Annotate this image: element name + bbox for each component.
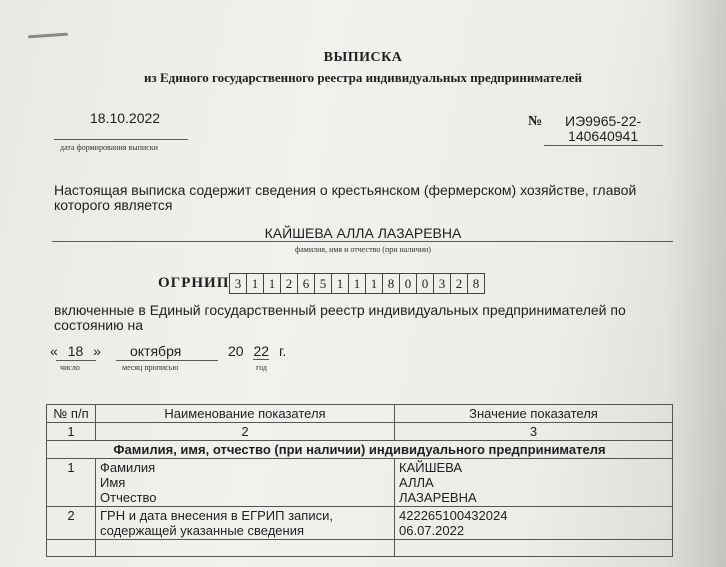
ogrnip-digit: 6 bbox=[297, 273, 315, 294]
ogrnip-digit: 3 bbox=[433, 273, 451, 294]
row-name-line: содержащей указанные сведения bbox=[100, 523, 305, 538]
ogrnip-digit: 3 bbox=[229, 273, 247, 294]
document-subtitle: из Единого государственного реестра индивидуальных предпринимателей bbox=[143, 70, 583, 85]
row-name-line: Фамилия bbox=[100, 460, 156, 475]
header-num: № п/п bbox=[47, 405, 96, 423]
ogrnip-label: ОГРНИП bbox=[158, 275, 230, 291]
table-row-cutoff bbox=[47, 540, 673, 557]
number-underline bbox=[544, 145, 663, 146]
fio-caption: фамилия, имя и отчество (при наличии) bbox=[295, 245, 431, 254]
staple-mark bbox=[28, 33, 68, 39]
extract-number-line1: ИЭ9965-22- bbox=[565, 113, 642, 129]
state-date-day bbox=[50, 343, 101, 359]
day-underline bbox=[56, 360, 96, 361]
ogrnip-digit: 5 bbox=[314, 273, 332, 294]
row-name-line: ГРН и дата внесения в ЕГРИП записи, bbox=[100, 508, 333, 523]
included-line1: включенные в Единый государственный реестр индивидуальных предпринимателей по bbox=[54, 302, 626, 318]
row-value bbox=[395, 459, 673, 507]
date-underline bbox=[54, 139, 188, 140]
row-value-line: ЛАЗАРЕВНА bbox=[399, 490, 477, 505]
row-name bbox=[96, 459, 395, 507]
page-shadow bbox=[666, 0, 726, 567]
header-value: Значение показателя bbox=[395, 405, 673, 423]
ogrnip-digit: 8 bbox=[382, 273, 400, 294]
ogrnip-digit: 1 bbox=[365, 273, 383, 294]
ogrnip-digit: 1 bbox=[246, 273, 264, 294]
table-row bbox=[47, 507, 673, 540]
row-value-line: КАЙШЕВА bbox=[399, 460, 463, 475]
row-name bbox=[96, 507, 395, 540]
row-name-line: Имя bbox=[100, 475, 126, 490]
number-sign: № bbox=[528, 114, 543, 129]
row-num: 2 bbox=[47, 507, 96, 540]
formation-date: 18.10.2022 bbox=[90, 110, 161, 126]
ogrnip-digit: 8 bbox=[467, 273, 485, 294]
month-underline bbox=[116, 360, 218, 361]
year-word: г. bbox=[278, 343, 287, 359]
included-text bbox=[54, 303, 626, 333]
ogrnip-digit: 0 bbox=[416, 273, 434, 294]
ogrnip-digit: 1 bbox=[263, 273, 281, 294]
included-line2: состоянию на bbox=[54, 317, 144, 333]
info-table bbox=[46, 404, 673, 557]
colnum-3: 3 bbox=[395, 423, 673, 441]
extract-number-line2: 140640941 bbox=[568, 128, 639, 144]
row-value-line: АЛЛА bbox=[399, 475, 434, 490]
table-colnum-row bbox=[47, 423, 673, 441]
header-name: Наименование показателя bbox=[96, 405, 395, 423]
intro-line1: Настоящая выписка содержит сведения о крестьянском (фермерском) хозяйстве, главой bbox=[54, 182, 637, 198]
ogrnip-digit: 0 bbox=[399, 273, 417, 294]
month-caption: месяц прописью bbox=[122, 363, 179, 372]
ogrnip-digit: 2 bbox=[450, 273, 468, 294]
fio-underline bbox=[52, 241, 673, 242]
colnum-2: 2 bbox=[96, 423, 395, 441]
year-prefix: 20 bbox=[228, 343, 244, 359]
month-value: октября bbox=[130, 343, 182, 359]
intro-text bbox=[54, 183, 636, 213]
intro-line2: которого является bbox=[54, 197, 173, 213]
section-title: Фамилия, имя, отчество (при наличии) индивидуального предпринимателя bbox=[47, 441, 673, 459]
ogrnip-digits bbox=[229, 273, 484, 294]
document-title: ВЫПИСКА bbox=[323, 50, 403, 65]
ogrnip-digit: 1 bbox=[348, 273, 366, 294]
day-caption: число bbox=[60, 363, 80, 372]
person-fio: КАЙШЕВА АЛЛА ЛАЗАРЕВНА bbox=[264, 225, 462, 241]
ogrnip-digit: 1 bbox=[331, 273, 349, 294]
table-section-row bbox=[47, 441, 673, 459]
row-value-line: 422265100432024 bbox=[399, 508, 508, 523]
row-name-line: Отчество bbox=[100, 490, 157, 505]
row-value bbox=[395, 507, 673, 540]
year-caption: год bbox=[256, 363, 267, 372]
row-num: 1 bbox=[47, 459, 96, 507]
row-value-line: 06.07.2022 bbox=[399, 523, 465, 538]
quote-close: » bbox=[93, 343, 101, 359]
quote-open: « bbox=[50, 343, 58, 359]
ogrnip-digit: 2 bbox=[280, 273, 298, 294]
table-row bbox=[47, 459, 673, 507]
year-suffix: 22 bbox=[253, 343, 270, 359]
date-caption: дата формирования выписки bbox=[60, 143, 158, 152]
extract-number bbox=[565, 114, 641, 144]
table-header-row bbox=[47, 405, 673, 423]
year-value bbox=[228, 343, 286, 359]
colnum-1: 1 bbox=[47, 423, 96, 441]
day-value: 18 bbox=[67, 343, 84, 359]
